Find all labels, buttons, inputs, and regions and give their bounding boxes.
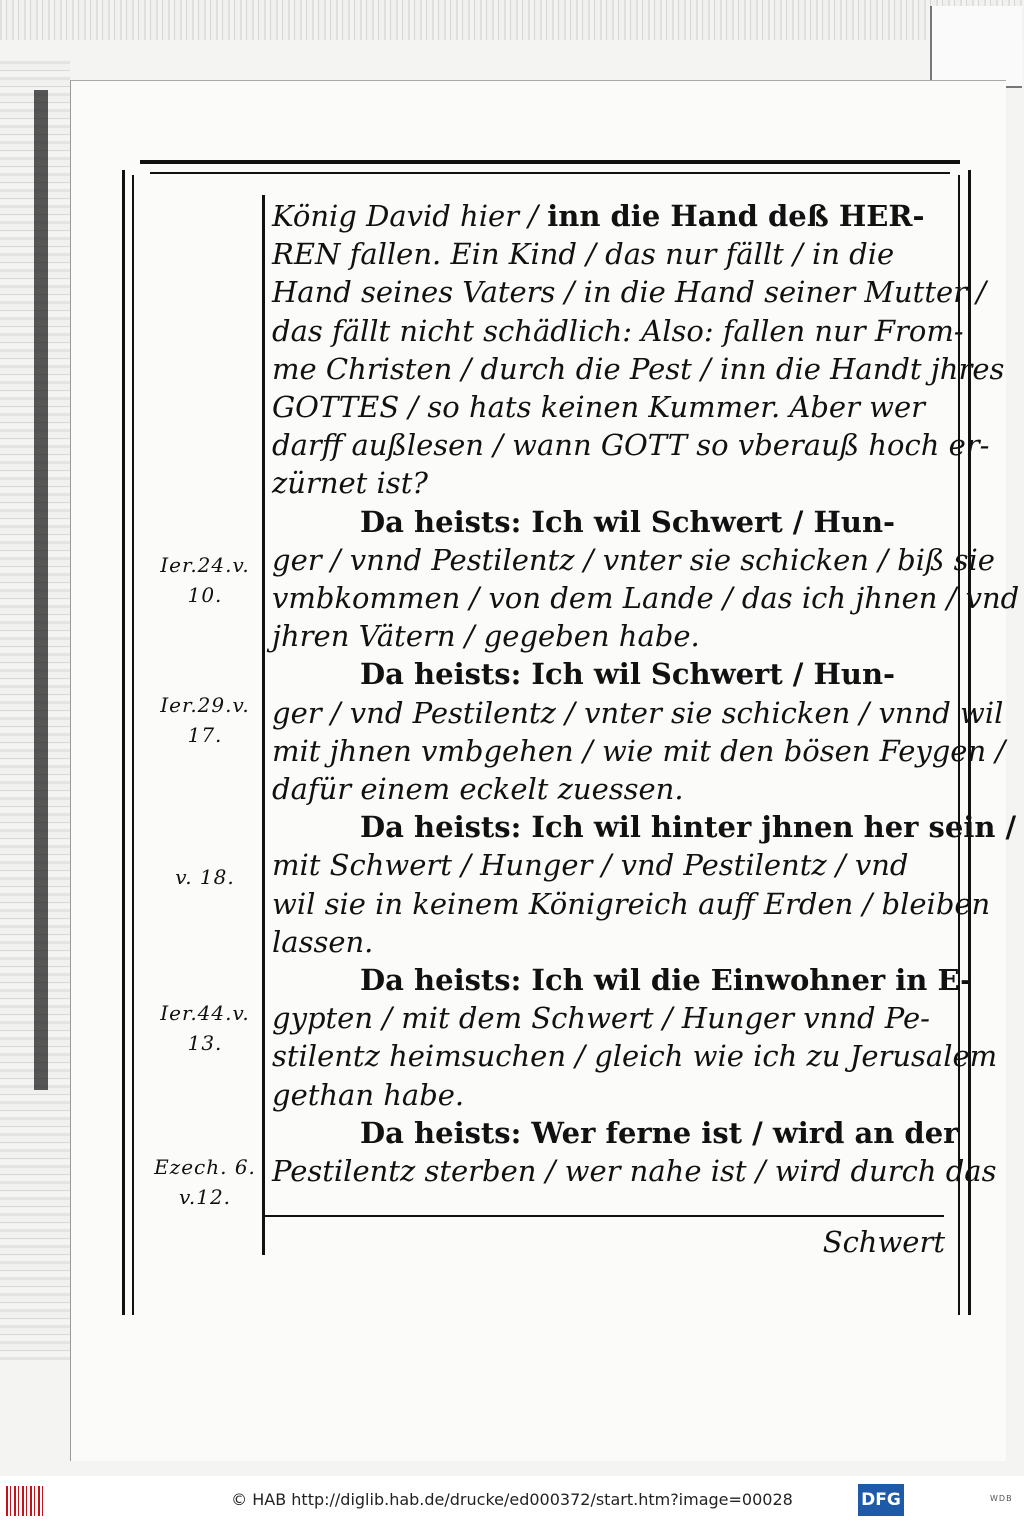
text-line: [360, 655, 940, 693]
text-line: [272, 732, 1006, 770]
text-line: [272, 197, 940, 235]
binding-shadow: [34, 90, 48, 1090]
margin-note-ref: Ier.29.v.: [160, 693, 250, 717]
text-line-regular: gypten / mit dem Schwert / Hunger vnnd Pe-: [272, 1001, 930, 1036]
text-line: [272, 885, 991, 923]
text-line: [272, 388, 940, 426]
margin-note-ref: v. 18.: [175, 865, 235, 889]
text-line-emphasis: Da heists: Ich wil die Einwohner in E-: [360, 963, 973, 997]
margin-note-verse: 17.: [187, 723, 223, 747]
copyright-link[interactable]: © HAB http://diglib.hab.de/drucke/ed000372/start.htm?image=00028: [231, 1490, 793, 1509]
frame-top-rule-inner: [150, 172, 950, 174]
text-line-regular: König David hier /: [272, 199, 548, 233]
text-line: [360, 961, 973, 999]
text-line: [272, 541, 995, 579]
text-line-regular: das fällt nicht schädlich: Also: fallen nur From-: [272, 313, 964, 348]
text-line: [272, 312, 964, 350]
text-line-regular: me Christen / durch die Pest / inn die Handt jhres: [272, 351, 1005, 386]
text-line: [272, 579, 1020, 617]
margin-note-verse: v.12.: [178, 1185, 232, 1209]
text-line: [272, 1152, 997, 1190]
text-line-regular: lassen.: [272, 924, 374, 959]
text-line-regular: ger / vnnd Pestilentz / vnter sie schicken / biß sie: [272, 542, 995, 577]
text-line-emphasis: Da heists: Wer ferne ist / wird an der: [360, 1115, 959, 1150]
text-line-regular: jhren Vätern / gegeben habe.: [272, 619, 700, 654]
text-line-regular: gethan habe.: [272, 1077, 465, 1112]
text-line: [272, 273, 986, 311]
text-line-regular: ger / vnd Pestilentz / vnter sie schicken / vnnd wil: [272, 695, 1004, 730]
text-line: [272, 1076, 940, 1114]
dfg-logo: DFG: [858, 1484, 904, 1516]
margin-note: [150, 862, 260, 892]
text-line: [360, 1114, 959, 1152]
catchword: Schwert: [822, 1225, 945, 1259]
frame-left-rule: [122, 170, 125, 1315]
text-line-regular: mit Schwert / Hunger / vnd Pestilentz / vnd: [272, 848, 909, 883]
text-line: [360, 503, 940, 541]
margin-note: [150, 690, 260, 750]
text-line: [272, 999, 940, 1037]
text-line: [272, 770, 940, 808]
text-line: [360, 808, 1017, 846]
margin-note: [150, 998, 260, 1058]
paper-corner: [930, 6, 1022, 88]
text-line-emphasis: Da heists: Ich wil Schwert / Hun-: [360, 657, 896, 692]
text-line-emphasis: Da heists: Ich wil Schwert / Hun-: [360, 504, 896, 539]
text-line-regular: Pestilentz sterben / wer nahe ist / wird durch das: [272, 1154, 997, 1188]
text-line: [272, 426, 990, 464]
text-line: [272, 464, 940, 502]
text-line-regular: wil sie in keinem Königreich auff Erden / bleiben: [272, 886, 991, 921]
text-line: [272, 694, 1004, 732]
margin-note: [150, 1152, 260, 1212]
margin-note-ref: Ier.24.v.: [160, 553, 250, 577]
margin-column-rule: [262, 195, 265, 1255]
text-line-regular: zürnet ist?: [272, 466, 428, 501]
text-line-regular: REN fallen. Ein Kind / das nur fällt / in die: [272, 237, 895, 272]
text-line: [272, 617, 940, 655]
text-line-regular: mit jhnen vmbgehen / wie mit den bösen Feygen /: [272, 733, 1006, 768]
text-line-regular: dafür einem eckelt zuessen.: [272, 772, 684, 806]
frame-top-rule: [140, 160, 960, 164]
text-bottom-rule: [262, 1215, 944, 1217]
text-line: [272, 1037, 998, 1075]
text-line-regular: vmbkommen / von dem Lande / das ich jhnen / vnd: [272, 581, 1020, 615]
frame-left-rule-inner: [132, 175, 134, 1315]
margin-note-ref: Ier.44.v.: [160, 1001, 250, 1025]
text-line-regular: darff außlesen / wann GOTT so vberauß hoch er-: [272, 428, 990, 463]
wdb-mark: WDB: [990, 1494, 1013, 1503]
text-line: [272, 923, 940, 961]
margin-note: [150, 550, 260, 610]
text-line: [272, 350, 1005, 388]
text-line-regular: stilentz heimsuchen / gleich wie ich zu Jerusalem: [272, 1039, 998, 1074]
margin-note-ref: Ezech. 6.: [154, 1155, 256, 1179]
text-line-regular: Hand seines Vaters / in die Hand seiner Mutter /: [272, 275, 986, 310]
text-line-regular: GOTTES / so hats keinen Kummer. Aber wer: [272, 390, 926, 424]
text-line-emphasis: inn die Hand deß HER-: [547, 199, 925, 233]
margin-note-verse: 13.: [187, 1031, 223, 1055]
text-line-emphasis: Da heists: Ich wil hinter jhnen her sein /: [360, 810, 1017, 845]
margin-note-verse: 10.: [187, 583, 223, 607]
text-line: [272, 235, 940, 273]
facing-page-bleed-top: [0, 0, 1024, 40]
text-line: [272, 846, 940, 884]
viewer-footer: [0, 1476, 1024, 1524]
